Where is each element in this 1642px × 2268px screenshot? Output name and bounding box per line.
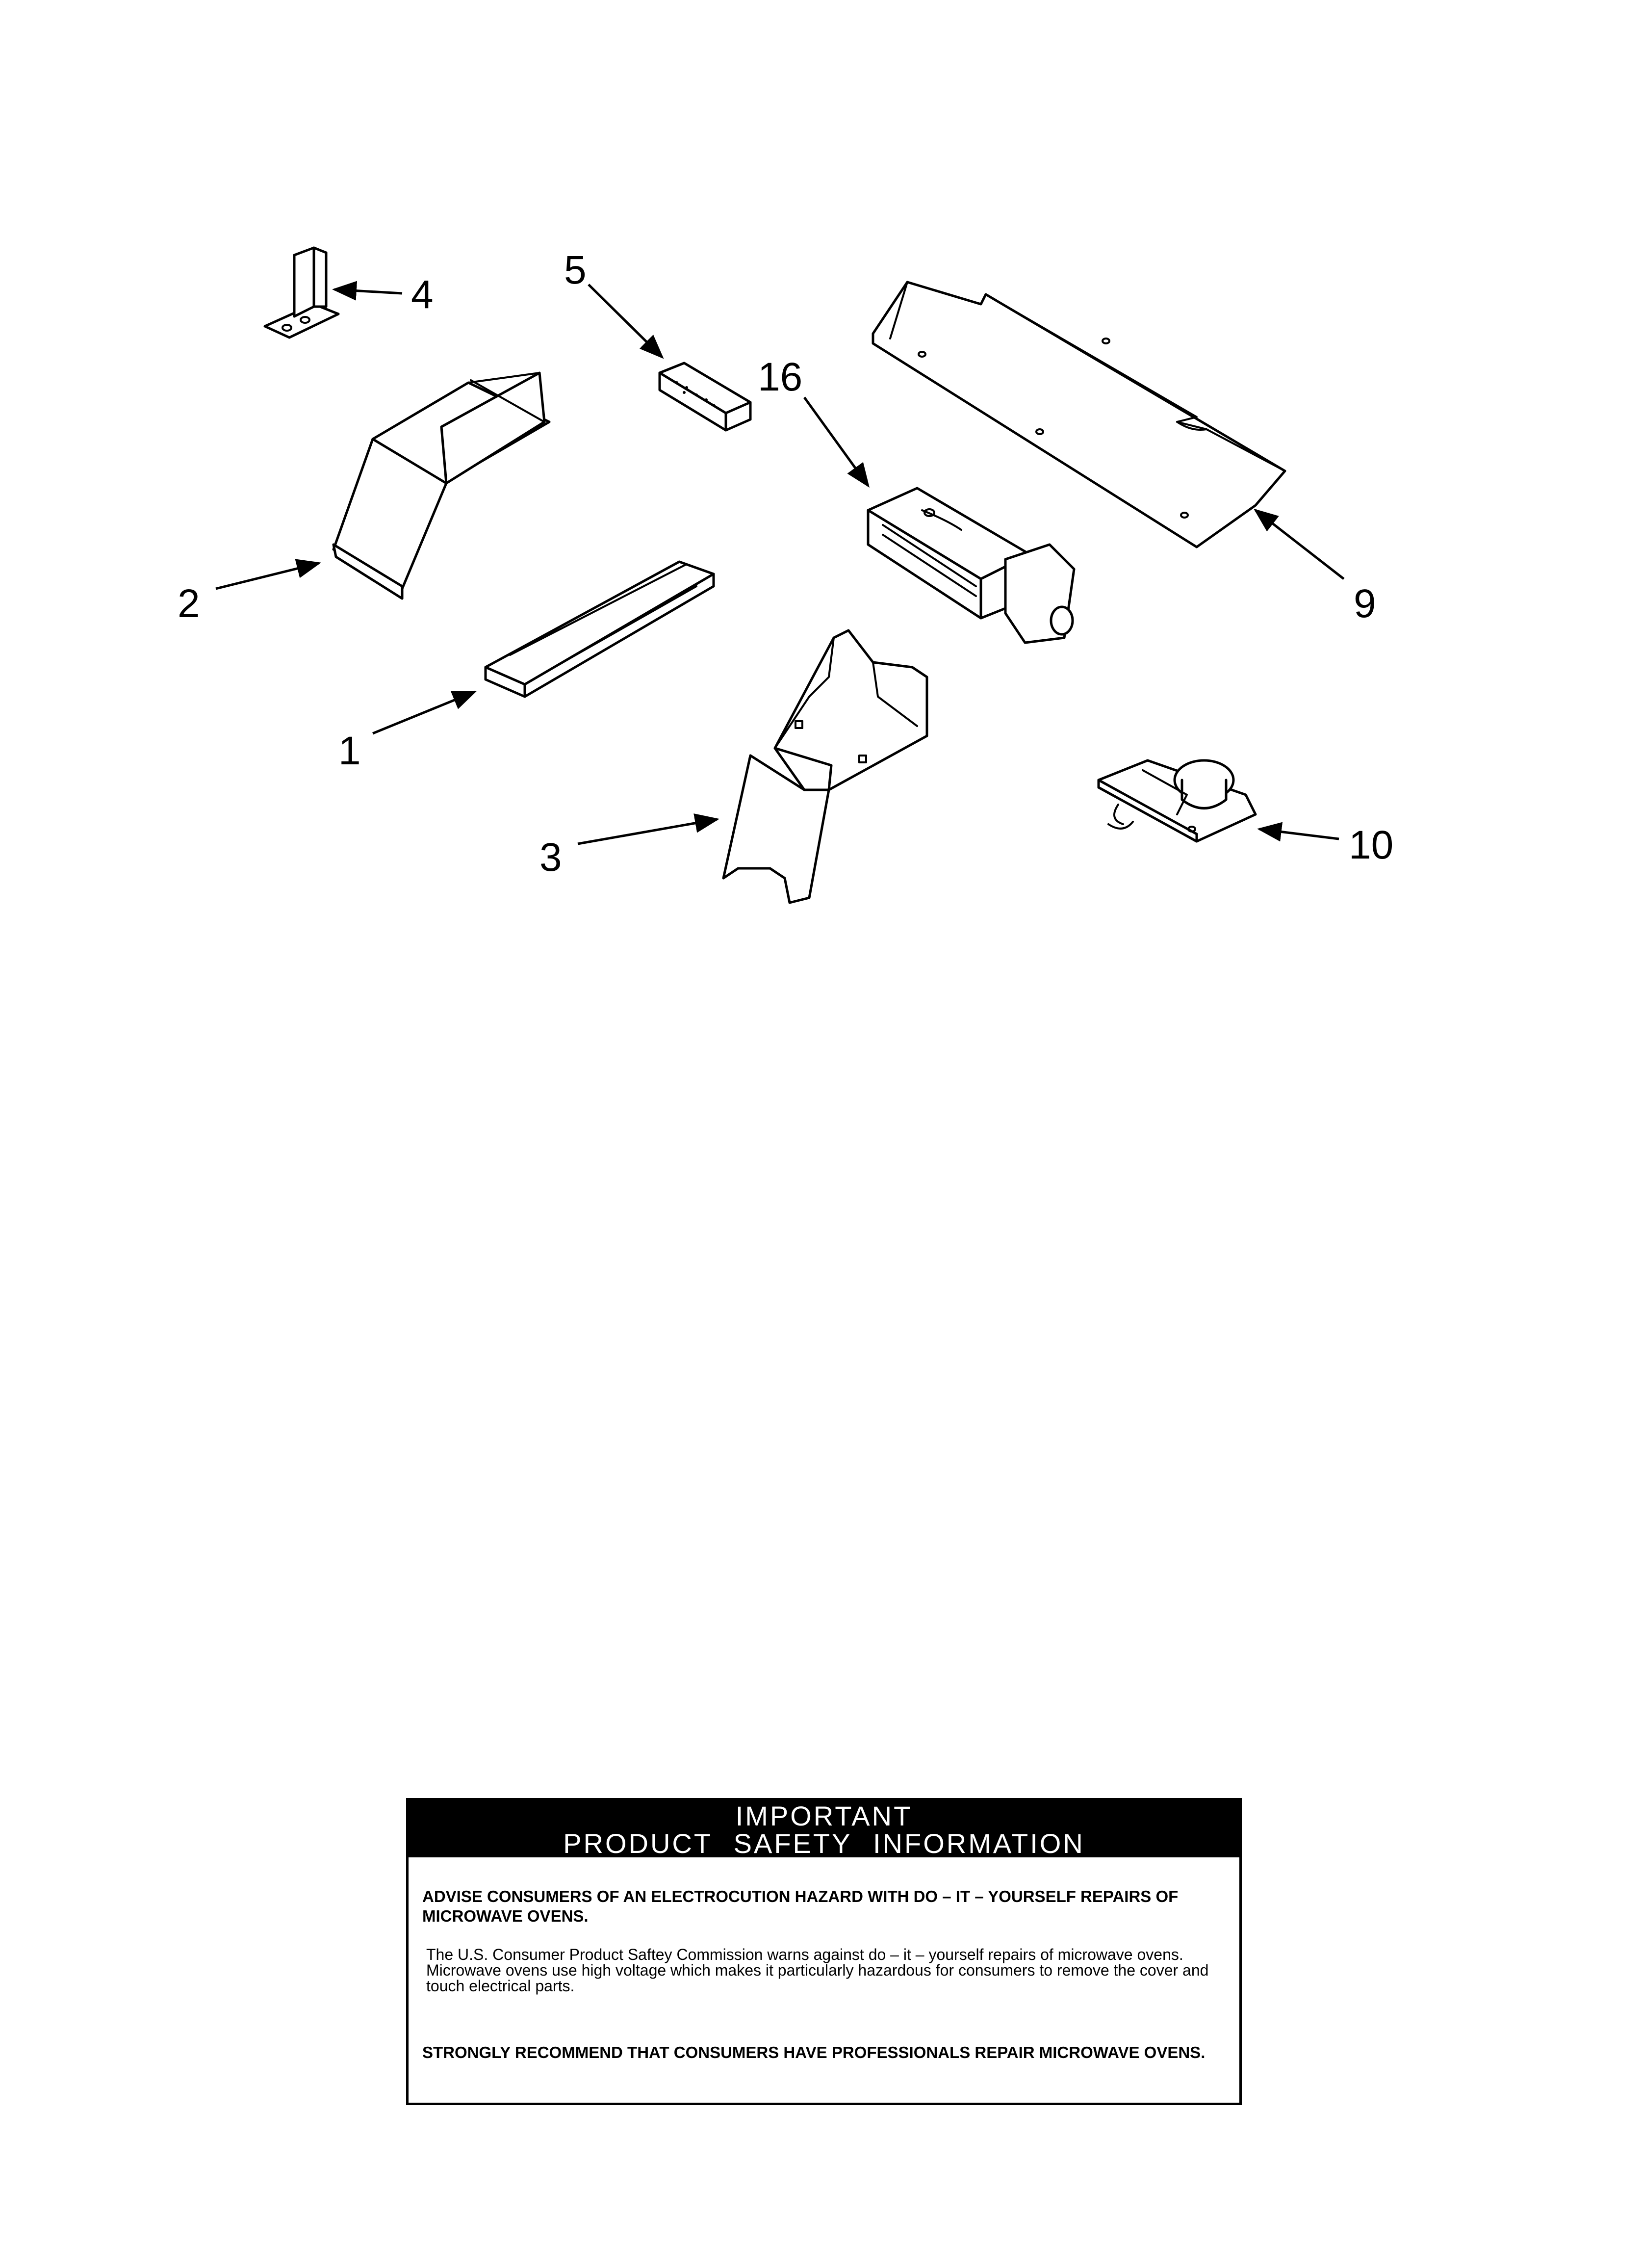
part-2-duct xyxy=(334,373,549,599)
safety-header xyxy=(409,1800,1239,1857)
callout-2: 2 xyxy=(178,581,200,626)
safety-warning: ADVISE CONSUMERS OF AN ELECTROCUTION HAZARD WITH DO – IT – YOURSELF REPAIRS OF MICROWAVE OVENS. xyxy=(422,1887,1179,1925)
part-5-foam-block xyxy=(660,363,750,430)
leader-5 xyxy=(589,285,662,357)
leader-1 xyxy=(373,692,475,733)
part-16-motor-assembly xyxy=(868,488,1074,643)
leader-16 xyxy=(804,397,868,486)
callout-5: 5 xyxy=(564,248,587,292)
part-3-large-bracket xyxy=(723,630,927,903)
callout-1: 1 xyxy=(338,729,361,773)
callout-4: 4 xyxy=(411,272,434,317)
callout-10: 10 xyxy=(1349,823,1394,867)
callout-16: 16 xyxy=(758,355,803,399)
leader-2 xyxy=(216,563,319,589)
leader-9 xyxy=(1256,510,1344,579)
leader-4 xyxy=(334,289,402,293)
part-4-bracket xyxy=(265,248,338,338)
safety-title-line2: PRODUCT SAFETY INFORMATION xyxy=(563,1828,1085,1859)
safety-title-line1: IMPORTANT xyxy=(735,1800,913,1831)
leader-3 xyxy=(578,819,717,844)
product-safety-notice xyxy=(406,1798,1242,2105)
safety-body-text: The U.S. Consumer Product Saftey Commission warns against do – it – yourself repairs of microwave ovens. Microwave ovens use high voltage which makes it particularly hazardous for consumers to remove the cover and touch electrical parts. xyxy=(426,1946,1209,1995)
callout-3: 3 xyxy=(539,835,562,880)
part-1-channel xyxy=(486,562,714,697)
part-10-switch-bracket xyxy=(1099,760,1256,841)
leader-10 xyxy=(1259,829,1339,839)
callout-9: 9 xyxy=(1354,581,1376,626)
safety-recommendation: STRONGLY RECOMMEND THAT CONSUMERS HAVE PROFESSIONALS REPAIR MICROWAVE OVENS. xyxy=(422,2043,1206,2061)
parts-diagram xyxy=(0,0,1642,981)
